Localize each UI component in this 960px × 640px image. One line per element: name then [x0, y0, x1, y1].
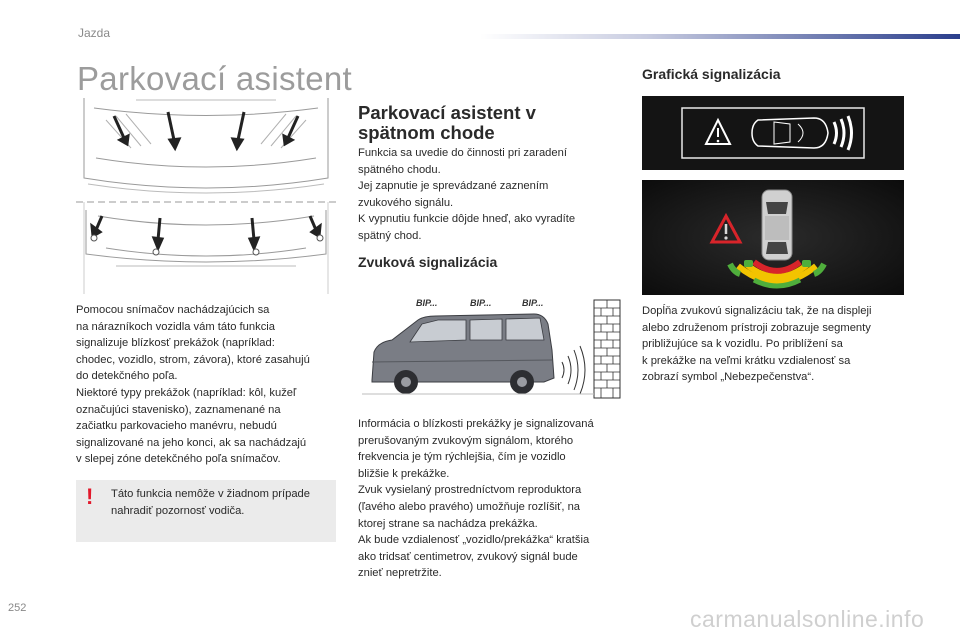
- display-screen-bottom: [642, 180, 904, 295]
- van-audio-illustration: [362, 290, 624, 408]
- header-bar: [480, 34, 960, 39]
- car-top-view: [762, 190, 792, 260]
- warning-icon: !: [86, 484, 94, 509]
- display-screen-top: [642, 96, 904, 170]
- section-label: Jazda: [78, 26, 111, 40]
- page-title: Parkovací asistent: [77, 60, 353, 97]
- warning-text: Táto funkcia nemôže v žiadnom prípade nahradiť pozornosť vodiča.: [111, 488, 310, 517]
- beep-label: BIP...: [522, 298, 544, 308]
- beep-label: BIP...: [416, 298, 438, 308]
- bumper-sensors-illustration: [76, 98, 336, 294]
- graphic-signal-heading: Grafická signalizácia: [642, 66, 781, 82]
- audio-signal-text: Informácia o blízkosti prekážky je signalizovaná prerušovaným zvukovým signálom, ktorého frekvencia je tým rýchlejšia, čím je vozidlo bližšie k prekážke. Zvuk vysielaný prostredníctvom reproduktora (ľavého alebo pravého) umožňuje rozlíšiť, na ktorej strane sa nachádza prekážka. Ak bude vzdialenosť „vozidlo/prekážka“ kratšia ako tridsať centimetrov, zvukový signál bude znieť nepretržite.: [358, 418, 594, 580]
- audio-signal-heading: Zvuková signalizácia: [358, 254, 498, 270]
- page-number: 252: [8, 602, 27, 614]
- watermark: carmanualsonline.info: [690, 606, 925, 632]
- reverse-assist-heading: Parkovací asistent v spätnom chode: [358, 102, 536, 143]
- graphic-signal-text: Dopĺňa zvukovú signalizáciu tak, že na displeji alebo združenom prístroji zobrazuje segmenty približujúce sa k vozidlu. Po priblížení sa k prekážke na veľmi krátku vzdialenosť sa zobrazí symbol „Nebezpečenstva“.: [642, 305, 872, 384]
- beep-label: BIP...: [470, 298, 492, 308]
- intro-paragraph: Pomocou snímačov nachádzajúcich sa na nárazníkoch vozidla vám táto funkcia signalizuje blízkosť prekážok (napríklad: chodec, vozidlo, strom, závora), ktoré zasahujú do detekčného poľa. Niektoré typy prekážok (napríklad: kôl, kužeľ označujúci stavenisko), zaznamenané na začiatku parkovacieho manévru, nebudú signalizované na jeho konci, ak sa nachádzajú v slepej zóne detekčného poľa snímačov.: [76, 304, 310, 466]
- reverse-assist-text: Funkcia sa uvedie do činnosti pri zaradení spätného chodu. Jej zapnutie je sprevádzané zaznením zvukového signálu. K vypnutiu funkcie dôjde hneď, ako vyradíte spätný chod.: [358, 147, 576, 242]
